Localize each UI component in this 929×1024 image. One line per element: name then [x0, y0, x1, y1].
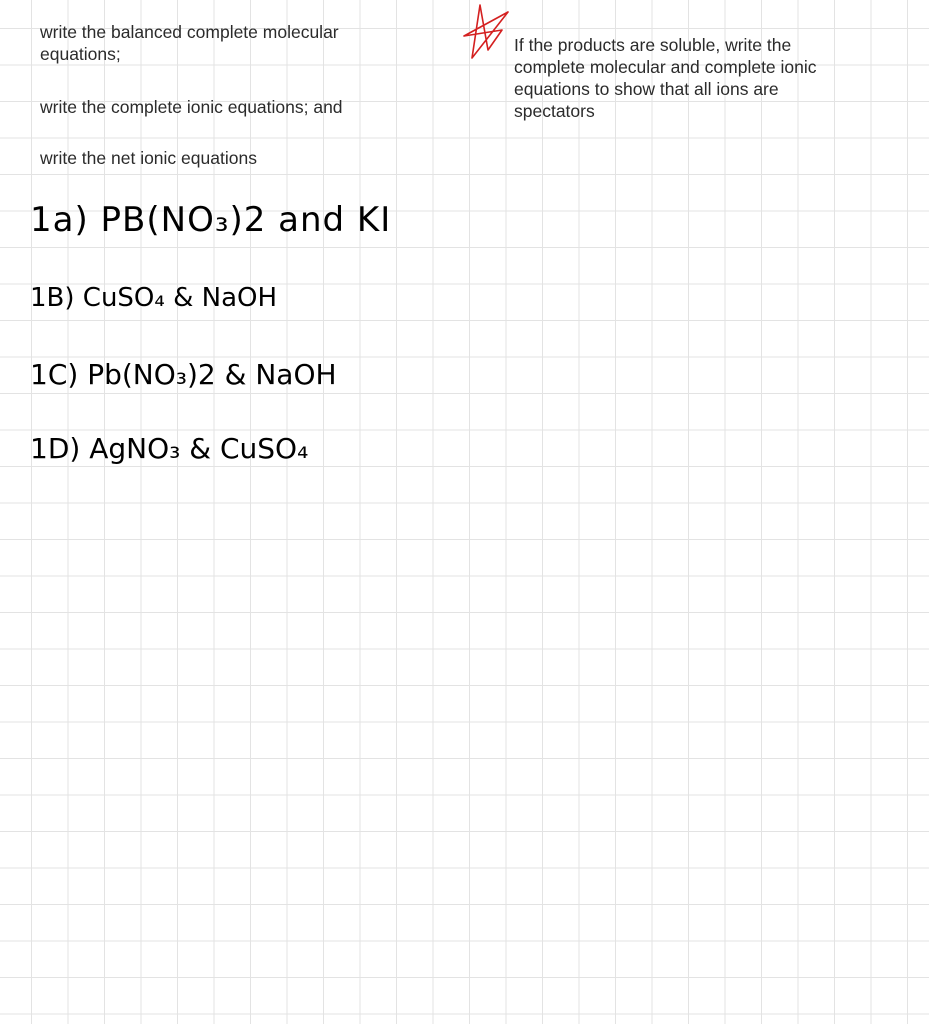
- instruction-complete-ionic: write the complete ionic equations; and: [40, 97, 343, 117]
- problem-1b: 1B) CuSO₄ & NaOH: [30, 283, 278, 313]
- instruction-molecular: write the balanced complete molecular equations;: [40, 22, 339, 64]
- problem-1a: 1a) PB(NO₃)2 and KI: [30, 200, 392, 240]
- star-icon: [458, 2, 516, 62]
- problem-1c: 1C) Pb(NO₃)2 & NaOH: [30, 358, 337, 391]
- problem-1d: 1D) AgNO₃ & CuSO₄: [30, 432, 309, 465]
- instruction-net-ionic: write the net ionic equations: [40, 148, 257, 168]
- solubility-note: If the products are soluble, write the complete molecular and complete ionic equations to show that all ions are spectators: [514, 35, 817, 121]
